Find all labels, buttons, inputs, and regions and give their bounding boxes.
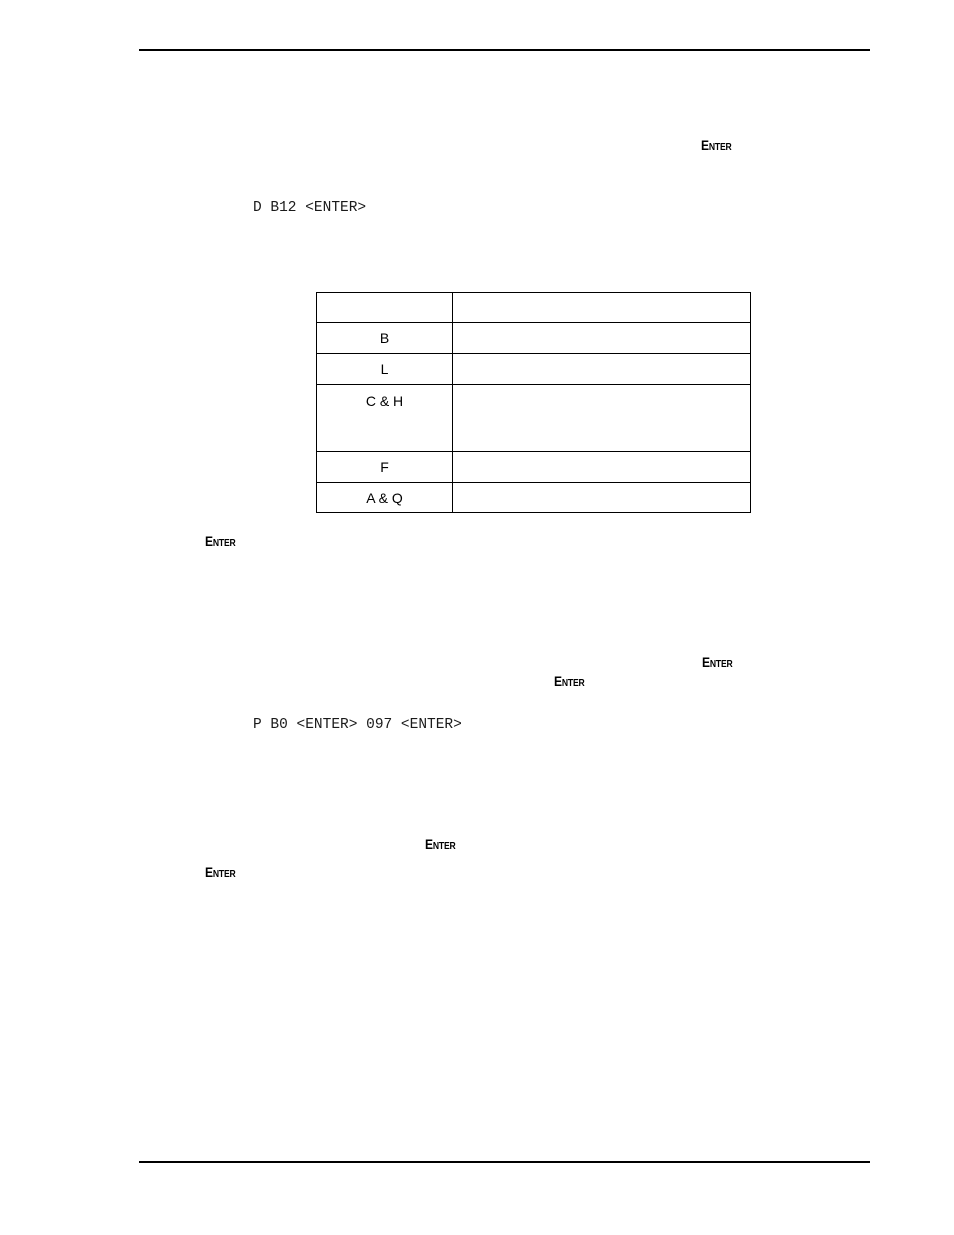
footer-rule	[139, 1161, 870, 1163]
enter-key-label: Enter	[205, 533, 236, 549]
table-code-cell: C & H	[317, 385, 453, 452]
table-row	[317, 452, 751, 483]
header-rule	[139, 49, 870, 51]
table-header-row	[317, 293, 751, 323]
table-description-cell	[453, 385, 751, 452]
program-command: P B0 <ENTER> 097 <ENTER>	[253, 717, 462, 733]
table-code-cell: F	[317, 452, 453, 483]
enter-key-label: Enter	[205, 864, 236, 880]
table-description-cell	[453, 323, 751, 354]
table-row	[317, 483, 751, 513]
enter-key-label: Enter	[702, 654, 733, 670]
table-description-cell	[453, 483, 751, 513]
code-table	[316, 292, 751, 513]
table-code-cell: B	[317, 323, 453, 354]
table-row	[317, 385, 751, 452]
table-code-cell: A & Q	[317, 483, 453, 513]
enter-key-label: Enter	[554, 673, 585, 689]
table-row	[317, 354, 751, 385]
table-header-cell	[453, 293, 751, 323]
enter-key-label: Enter	[701, 137, 732, 153]
table-header-cell	[317, 293, 453, 323]
display-command: D B12 <ENTER>	[253, 200, 367, 216]
table-description-cell	[453, 452, 751, 483]
table-code-cell: L	[317, 354, 453, 385]
table-description-cell	[453, 354, 751, 385]
enter-key-label: Enter	[425, 836, 456, 852]
table-row	[317, 323, 751, 354]
